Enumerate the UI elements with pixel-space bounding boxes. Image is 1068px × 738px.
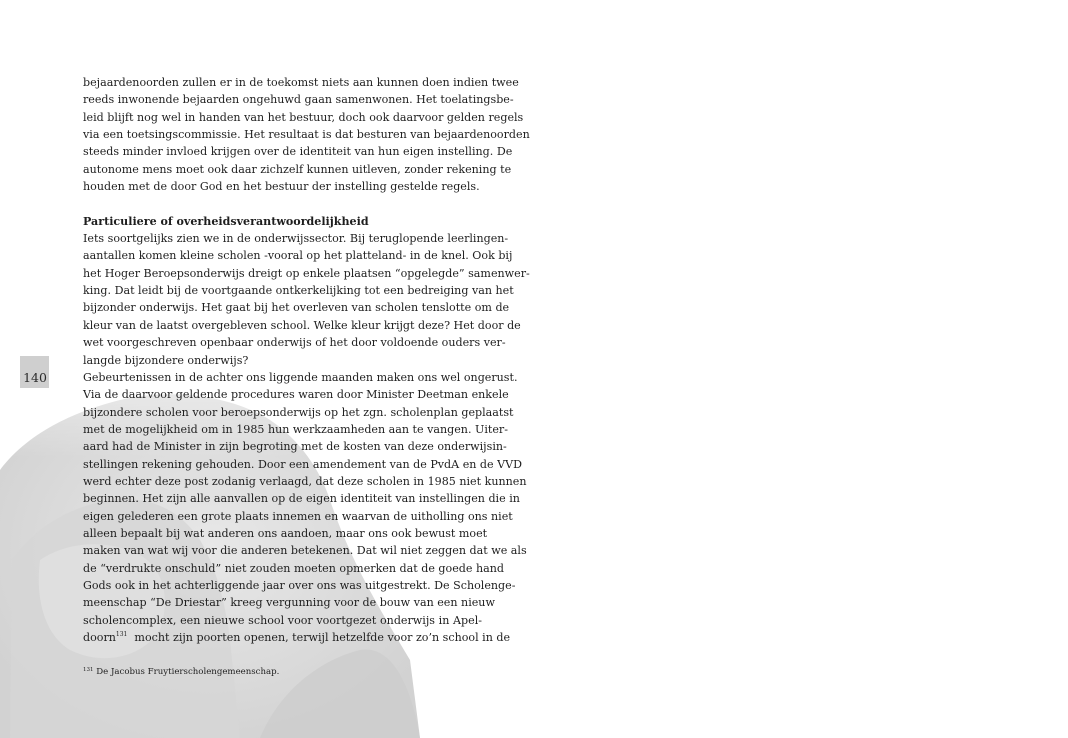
text-fragment: doorn: [83, 631, 116, 644]
text-line: aard had de Minister in zijn begroting met de kosten van deze onderwijsin-: [83, 440, 507, 454]
text-line: Via de daarvoor geldende procedures waren door Minister Deetman enkele: [83, 388, 509, 402]
paragraph-onderwijssector: [83, 230, 530, 369]
text-line: Iets soortgelijks zien we in de onderwijssector. Bij teruglopende leerlingen-: [83, 232, 509, 246]
footnote-marker: 131: [83, 667, 94, 673]
text-line: de “verdrukte onschuld” niet zouden moeten opmerken dat de goede hand: [83, 561, 504, 575]
text-line: steeds minder invloed krijgen over de identiteit van hun eigen instelling. De: [83, 145, 513, 159]
text-line: leid blijft nog wel in handen van het bestuur, doch ook daarvoor gelden regels: [83, 110, 524, 124]
text-line: wet voorgeschreven openbaar onderwijs of het door voldoende ouders ver-: [83, 336, 506, 350]
text-line: autonome mens moet ook daar zichzelf kunnen uitleven, zonder rekening te: [83, 162, 512, 176]
body-text: [83, 74, 530, 646]
text-line: Gebeurtenissen in de achter ons liggende maanden maken ons wel ongerust.: [83, 370, 518, 384]
footnote: [83, 666, 482, 678]
text-line: bejaardenoorden zullen er in de toekomst niets aan kunnen doen indien twee: [83, 76, 519, 89]
text-line: meenschap “De Driestar” kreeg vergunning voor de bouw van een nieuw: [83, 596, 495, 610]
text-line: bijzondere scholen voor beroepsonderwijs op het zgn. scholenplan geplaatst: [83, 405, 514, 419]
text-line: stellingen rekening gehouden. Door een amendement van de PvdA en de VVD: [83, 457, 523, 471]
paragraph-bejaardenoorden: [83, 74, 530, 195]
text-line: het Hoger Beroepsonderwijs dreigt op enkele plaatsen “opgelegde” samenwer-: [83, 266, 530, 280]
text-line: langde bijzondere onderwijs?: [83, 353, 249, 367]
footnote-text: De Jacobus Fruytierscholengemeenschap.: [93, 667, 280, 677]
paragraph-gebeurtenissen: [83, 369, 527, 647]
text-line: alleen bepaalt bij wat anderen ons aandoen, maar ons ook bewust moet: [83, 526, 488, 540]
text-line: Gods ook in het achterliggende jaar over ons was uitgestrekt. De Scholenge-: [83, 578, 516, 592]
text-line: eigen gelederen een grote plaats innemen en waarvan de uitholling ons niet: [83, 509, 513, 523]
text-line: aantallen komen kleine scholen -vooral op het platteland- in de knel. Ook bij: [83, 249, 513, 263]
text-line: maken van wat wij voor die anderen betekenen. Dat wil niet zeggen dat we als: [83, 544, 527, 558]
text-line: houden met de door God en het bestuur der instelling gestelde regels.: [83, 180, 480, 194]
text-line-with-footnote: [83, 629, 511, 646]
footnote-reference: 131: [115, 631, 128, 638]
text-line: king. Dat leidt bij de voortgaande ontkerkelijking tot een bedreiging van het: [83, 284, 514, 298]
text-line: scholencomplex, een nieuwe school voor voortgezet onderwijs in Apel-: [83, 613, 482, 627]
text-line: met de mogelijkheid om in 1985 hun werkzaamheden aan te vangen. Uiter-: [83, 422, 508, 436]
text-line: via een toetsingscommissie. Het resultaat is dat besturen van bejaardenoorden: [83, 128, 530, 142]
text-line: bijzonder onderwijs. Het gaat bij het overleven van scholen tenslotte om de: [83, 301, 510, 315]
text-line: beginnen. Het zijn alle aanvallen op de eigen identiteit van instellingen die in: [83, 492, 520, 506]
page-number: 140: [23, 370, 47, 385]
section-heading: Particuliere of overheidsverantwoordelijkheid: [83, 214, 369, 228]
text-line: reeds inwonende bejaarden ongehuwd gaan samenwonen. Het toelatingsbe-: [83, 93, 514, 107]
text-fragment: mocht zijn poorten openen, terwijl hetzelfde voor zo’n school in de: [127, 631, 511, 644]
text-line: werd echter deze post zodanig verlaagd, dat deze scholen in 1985 niet kunnen: [83, 474, 527, 488]
text-line: kleur van de laatst overgebleven school. Welke kleur krijgt deze? Het door de: [83, 318, 521, 332]
